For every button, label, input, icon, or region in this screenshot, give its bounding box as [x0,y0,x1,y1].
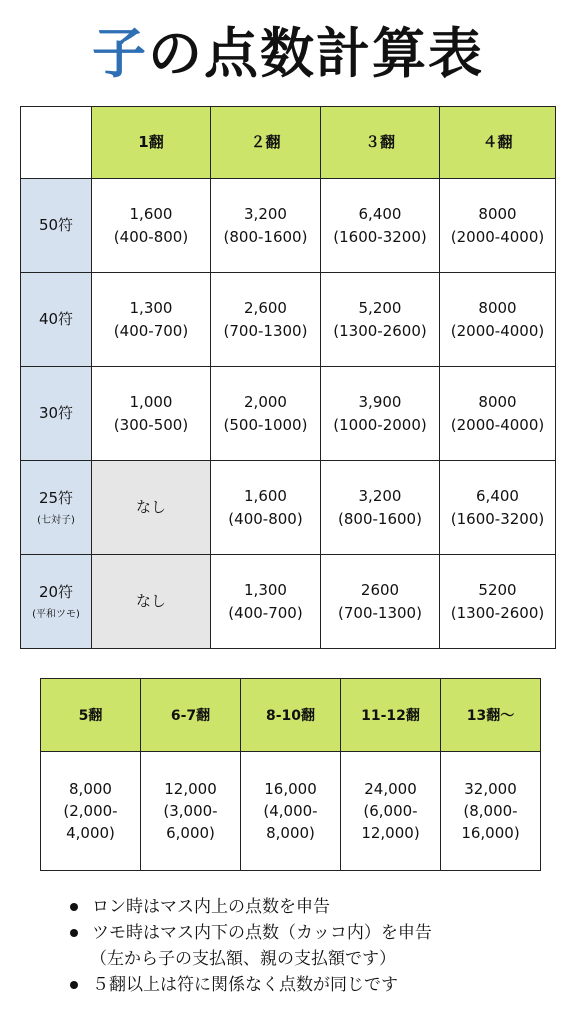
score-cell [341,752,441,871]
list-item [70,920,432,972]
score-main: 2,600 [244,298,287,317]
table-row [41,752,541,871]
table-row [21,461,556,555]
title-rest: の点数計算表 [148,22,484,85]
title-accent: 子 [92,22,148,85]
score-cell [440,555,556,649]
score-sub: (800-1600) [223,227,308,246]
score-sub: (1000-2000) [333,415,427,434]
score-cell [321,555,440,649]
header-han-3: ３翻 [321,107,440,179]
header-han-13: 13翻〜 [441,679,541,752]
table-row [21,273,556,367]
bullet-dot-icon [70,981,78,989]
score-sub: (400-800) [113,227,189,246]
list-item [70,894,432,920]
score-cell [211,273,321,367]
score-sub: (4,000- [263,802,318,820]
score-main: なし [135,592,166,610]
score-main: 1,300 [129,298,173,317]
score-sub: (2000-4000) [450,415,545,434]
score-main: なし [135,498,166,516]
score-main: 1,600 [129,204,173,223]
header-han-6-7: 6-7翻 [141,679,241,752]
score-main: 24,000 [364,780,417,798]
fu-label: 20符 [38,583,74,601]
score-cell-none [92,555,211,649]
score-cell [440,367,556,461]
fu-label-cell [21,273,92,367]
score-sub: (400-700) [113,321,189,340]
score-cell [211,461,321,555]
page-title [0,18,576,90]
score-sub: (2000-4000) [450,321,545,340]
score-main: 3,200 [244,204,287,223]
score-cell [321,367,440,461]
score-sub: (2000-4000) [450,227,545,246]
score-cell [141,752,241,871]
fu-label-cell [21,179,92,273]
score-sub: 6,000) [166,824,215,842]
header-han-4: ４翻 [440,107,556,179]
header-han-1: 1翻 [92,107,211,179]
fu-label: 40符 [38,310,74,328]
score-cell [441,752,541,871]
score-table-fu [20,106,556,649]
score-main: 5200 [478,580,517,599]
score-main: 8000 [478,392,517,411]
score-sub: (6,000- [363,802,418,820]
fu-label: 25符 [38,489,74,507]
score-main: 3,200 [358,486,402,505]
score-main: 8000 [478,204,517,223]
header-han-11-12: 11-12翻 [341,679,441,752]
note-text: ５翻以上は符に関係なく点数が同じです [92,975,398,995]
score-cell-none [92,461,211,555]
score-cell [92,273,211,367]
score-sub: (400-800) [228,509,303,528]
table-row [21,179,556,273]
score-sub: (700-1300) [223,321,308,340]
score-main: 6,400 [476,486,519,505]
score-sub: (1600-3200) [450,509,545,528]
score-table-mangan [40,678,541,871]
score-main: 2600 [360,580,400,599]
score-cell [440,273,556,367]
score-main: 5,200 [358,298,402,317]
score-sub: (300-500) [113,415,189,434]
score-main: 12,000 [164,780,217,798]
list-item [70,972,432,998]
score-sub: (1600-3200) [333,227,427,246]
score-main: 8000 [478,298,517,317]
score-sub: 4,000) [66,824,115,842]
note-text: ツモ時はマス内下の点数（カッコ内）を申告 [92,923,432,943]
score-sub: (3,000- [163,802,218,820]
score-sub: (1300-2600) [450,603,545,622]
table-row [21,555,556,649]
score-cell [241,752,341,871]
score-cell [321,179,440,273]
table-row [21,367,556,461]
table-header-row [41,679,541,752]
score-main: 32,000 [464,780,517,798]
score-cell [92,367,211,461]
score-sub: (800-1600) [338,509,422,528]
score-cell [211,555,321,649]
score-cell [211,179,321,273]
score-sub: 12,000) [361,824,420,842]
note-subtext: （左から子の支払額、親の支払額です） [90,949,396,969]
score-cell [211,367,321,461]
score-main: 8,000 [69,780,112,798]
score-main: 1,300 [244,580,287,599]
fu-label: 30符 [38,404,74,422]
fu-label-cell [21,555,92,649]
notes-list [70,894,432,998]
score-main: 1,600 [244,486,287,505]
score-sub: 8,000) [266,824,315,842]
bullet-dot-icon [70,929,78,937]
score-main: 6,400 [358,204,402,223]
bullet-dot-icon [70,903,78,911]
score-cell [440,461,556,555]
header-corner-cell [21,107,92,179]
score-sub: (700-1300) [338,603,422,622]
score-cell [92,179,211,273]
score-cell [41,752,141,871]
fu-label: 50符 [38,216,74,234]
fu-label-cell [21,367,92,461]
fu-note: (七対子) [37,515,75,526]
score-sub: (400-700) [228,603,303,622]
table-header-row [21,107,556,179]
header-han-2: ２翻 [211,107,321,179]
score-cell [321,461,440,555]
header-han-8-10: 8-10翻 [241,679,341,752]
score-main: 3,900 [358,392,402,411]
score-cell [321,273,440,367]
score-sub: (500-1000) [223,415,308,434]
score-main: 16,000 [264,780,317,798]
score-sub: 16,000) [461,824,520,842]
score-sub: (2,000- [63,802,118,820]
fu-note: (平和ツモ) [32,609,80,620]
header-han-5: 5翻 [41,679,141,752]
score-sub: (1300-2600) [333,321,427,340]
score-sub: (8,000- [463,802,518,820]
fu-label-cell [21,461,92,555]
note-text: ロン時はマス内上の点数を申告 [92,897,330,917]
score-cell [440,179,556,273]
score-main: 1,000 [129,392,173,411]
score-main: 2,000 [244,392,287,411]
